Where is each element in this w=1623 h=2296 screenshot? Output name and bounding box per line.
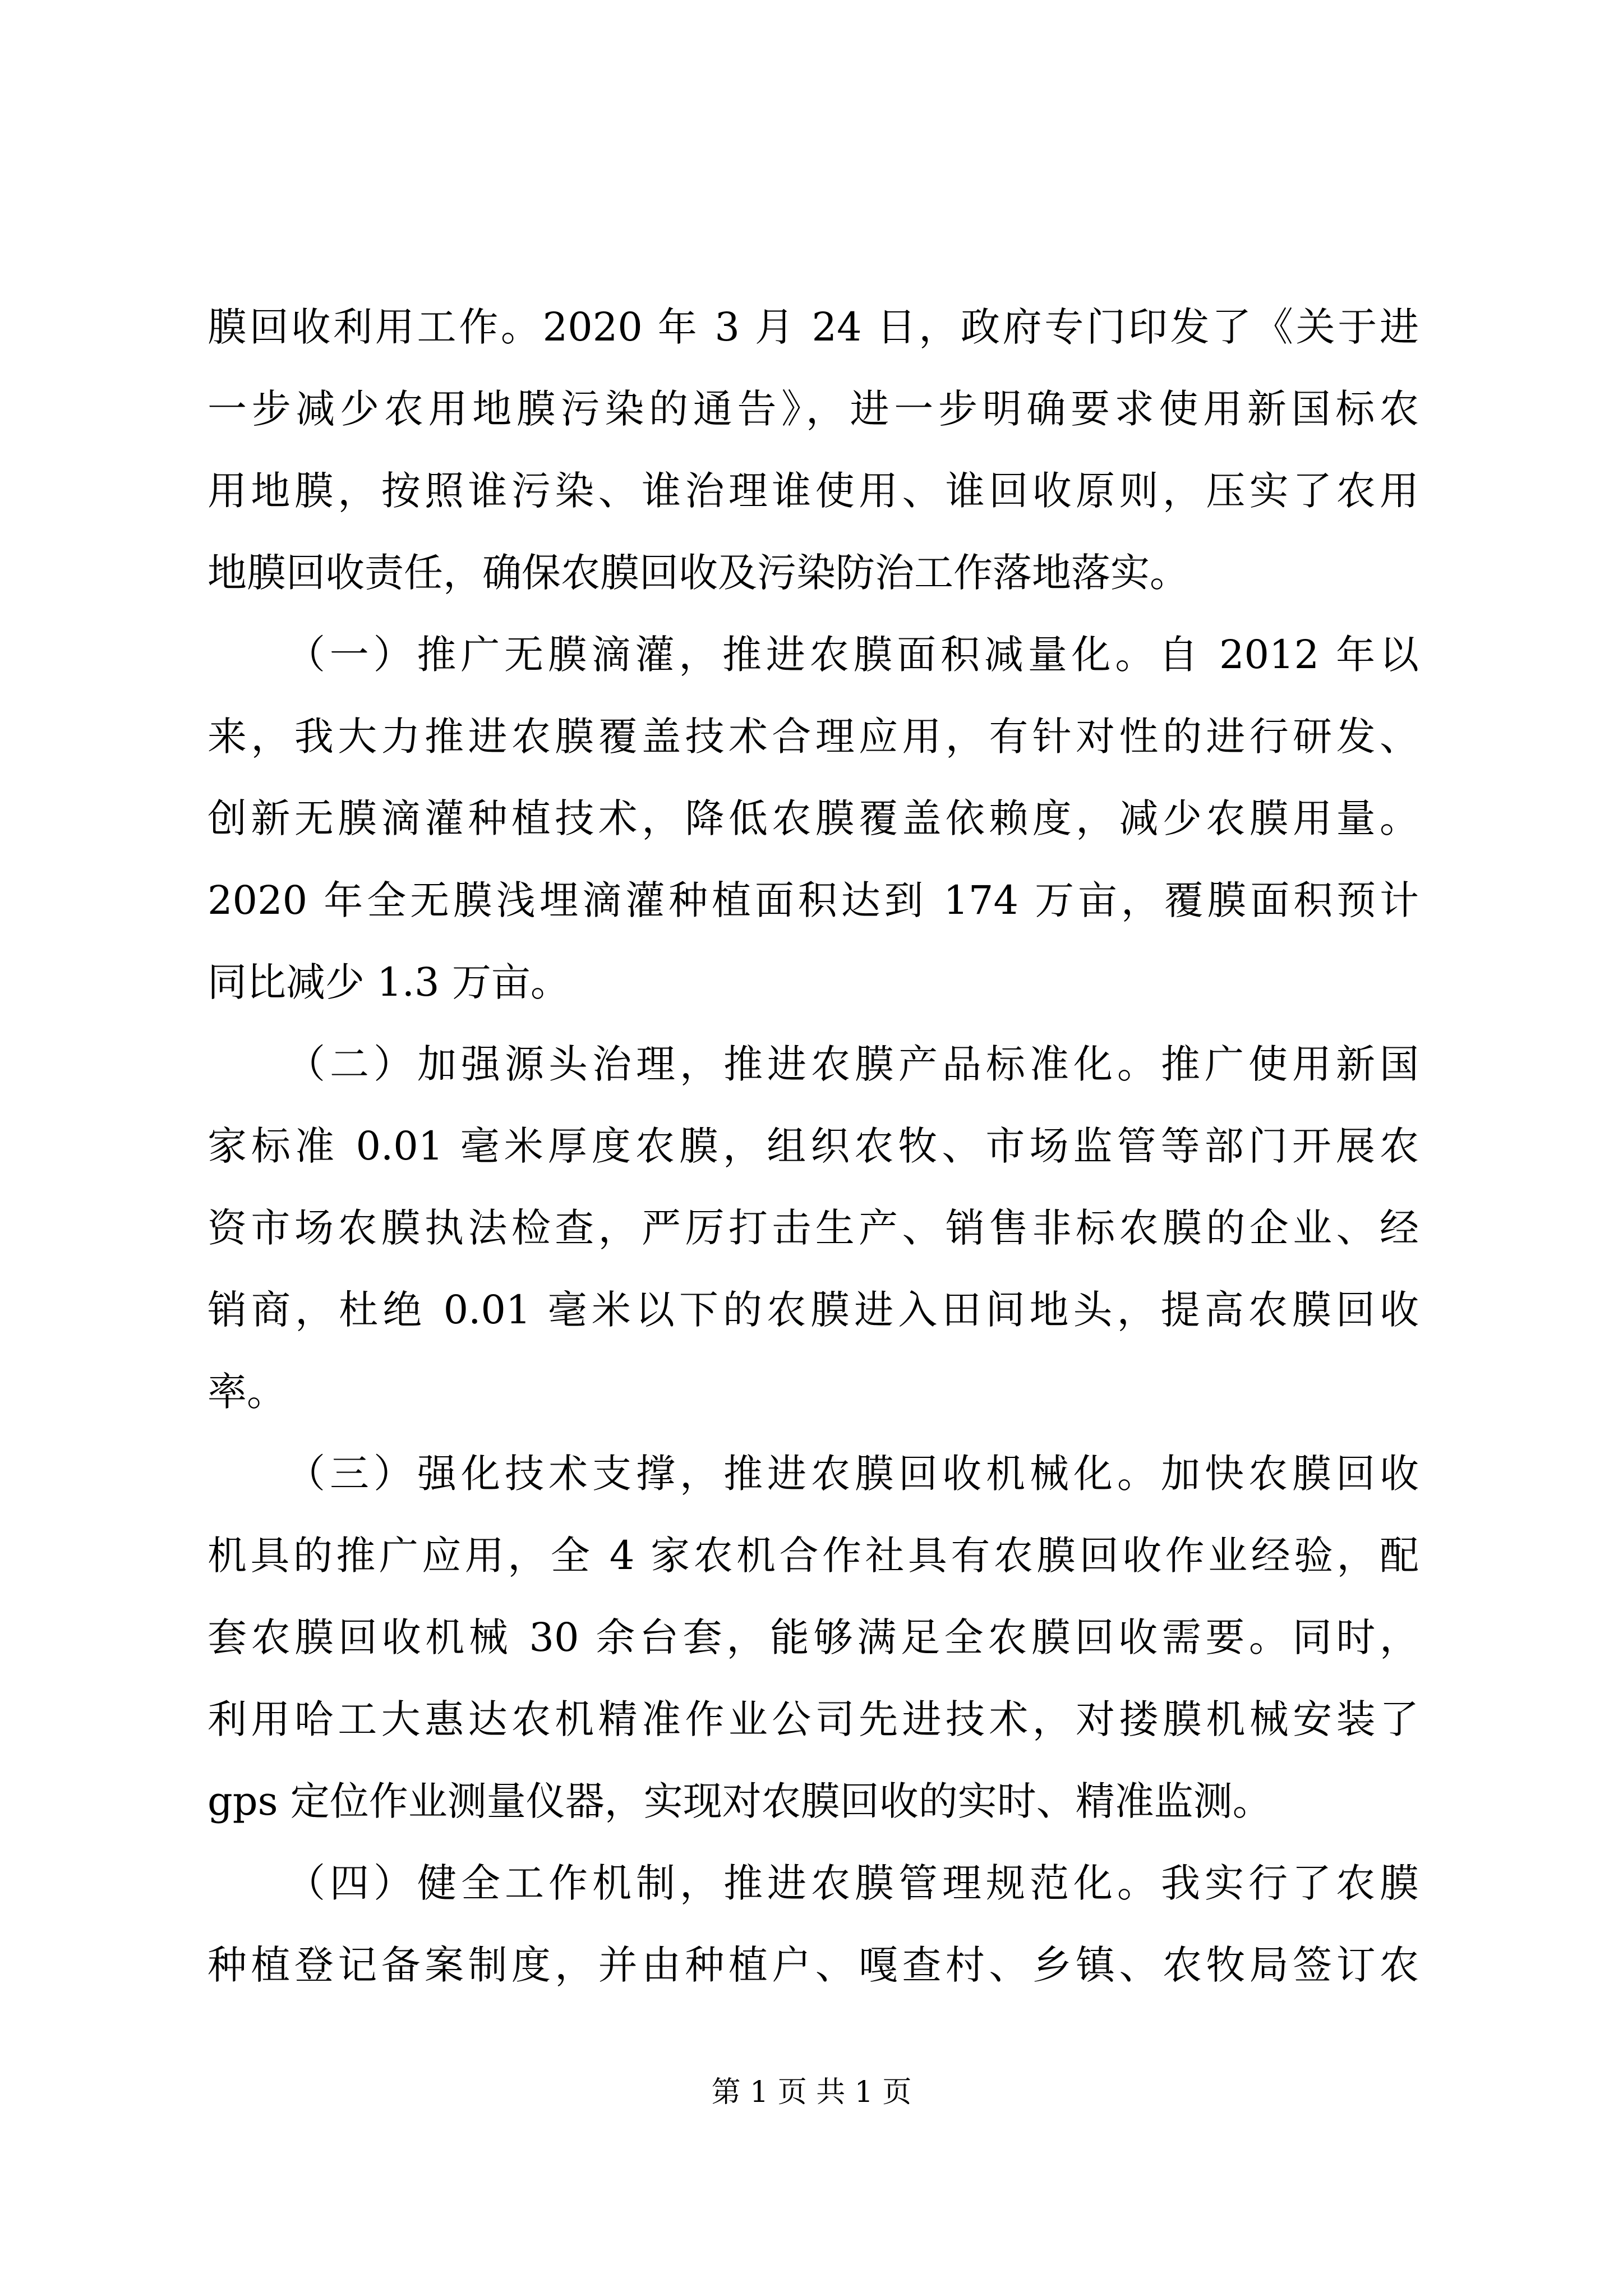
page-footer — [0, 2070, 1623, 2115]
text-line: gps 定位作业测量仪器，实现对农膜回收的实时、精准监测。 — [208, 1778, 1272, 1824]
text-line: 种植登记备案制度，并由种植户、嘎查村、乡镇、农牧局签订农 — [208, 1942, 1419, 1988]
text-line: 资市场农膜执法检查，严厉打击生产、销售非标农膜的企业、经 — [208, 1205, 1419, 1251]
text-line: 机具的推广应用，全 4 家农机合作社具有农膜回收作业经验，配 — [208, 1533, 1419, 1579]
document-body — [208, 286, 1419, 2006]
paragraph-first-line: （二）加强源头治理，推进农膜产品标准化。推广使用新国 — [286, 1041, 1419, 1087]
text-line: 销商，杜绝 0.01 毫米以下的农膜进入田间地头，提高农膜回收 — [208, 1287, 1419, 1333]
page-number: 第 1 页 共 1 页 — [711, 2076, 912, 2109]
text-line: 地膜回收责任，确保农膜回收及污染防治工作落地落实。 — [208, 550, 1189, 596]
text-line: 套农膜回收机械 30 余台套，能够满足全农膜回收需要。同时， — [208, 1614, 1419, 1660]
text-line: 创新无膜滴灌种植技术，降低农膜覆盖依赖度，减少农膜用量。 — [208, 795, 1419, 841]
text-line: 2020 年全无膜浅埋滴灌种植面积达到 174 万亩，覆膜面积预计 — [208, 877, 1419, 923]
text-line: 率。 — [208, 1369, 286, 1415]
paragraph-first-line: （一）推广无膜滴灌，推进农膜面积减量化。自 2012 年以 — [286, 632, 1419, 678]
text-line: 同比减少 1.3 万亩。 — [208, 959, 570, 1005]
text-line: 一步减少农用地膜污染的通告》，进一步明确要求使用新国标农 — [208, 386, 1419, 432]
text-line: 膜回收利用工作。2020 年 3 月 24 日，政府专门印发了《关于进 — [208, 304, 1419, 350]
text-line: 来，我大力推进农膜覆盖技术合理应用，有针对性的进行研发、 — [208, 714, 1419, 760]
text-line: 利用哈工大惠达农机精准作业公司先进技术，对搂膜机械安装了 — [208, 1696, 1419, 1742]
paragraph-first-line: （三）强化技术支撑，推进农膜回收机械化。加快农膜回收 — [286, 1451, 1419, 1497]
text-line: 家标准 0.01 毫米厚度农膜，组织农牧、市场监管等部门开展农 — [208, 1123, 1419, 1169]
paragraph-first-line: （四）健全工作机制，推进农膜管理规范化。我实行了农膜 — [286, 1860, 1419, 1906]
text-line: 用地膜，按照谁污染、谁治理谁使用、谁回收原则，压实了农用 — [208, 468, 1419, 514]
